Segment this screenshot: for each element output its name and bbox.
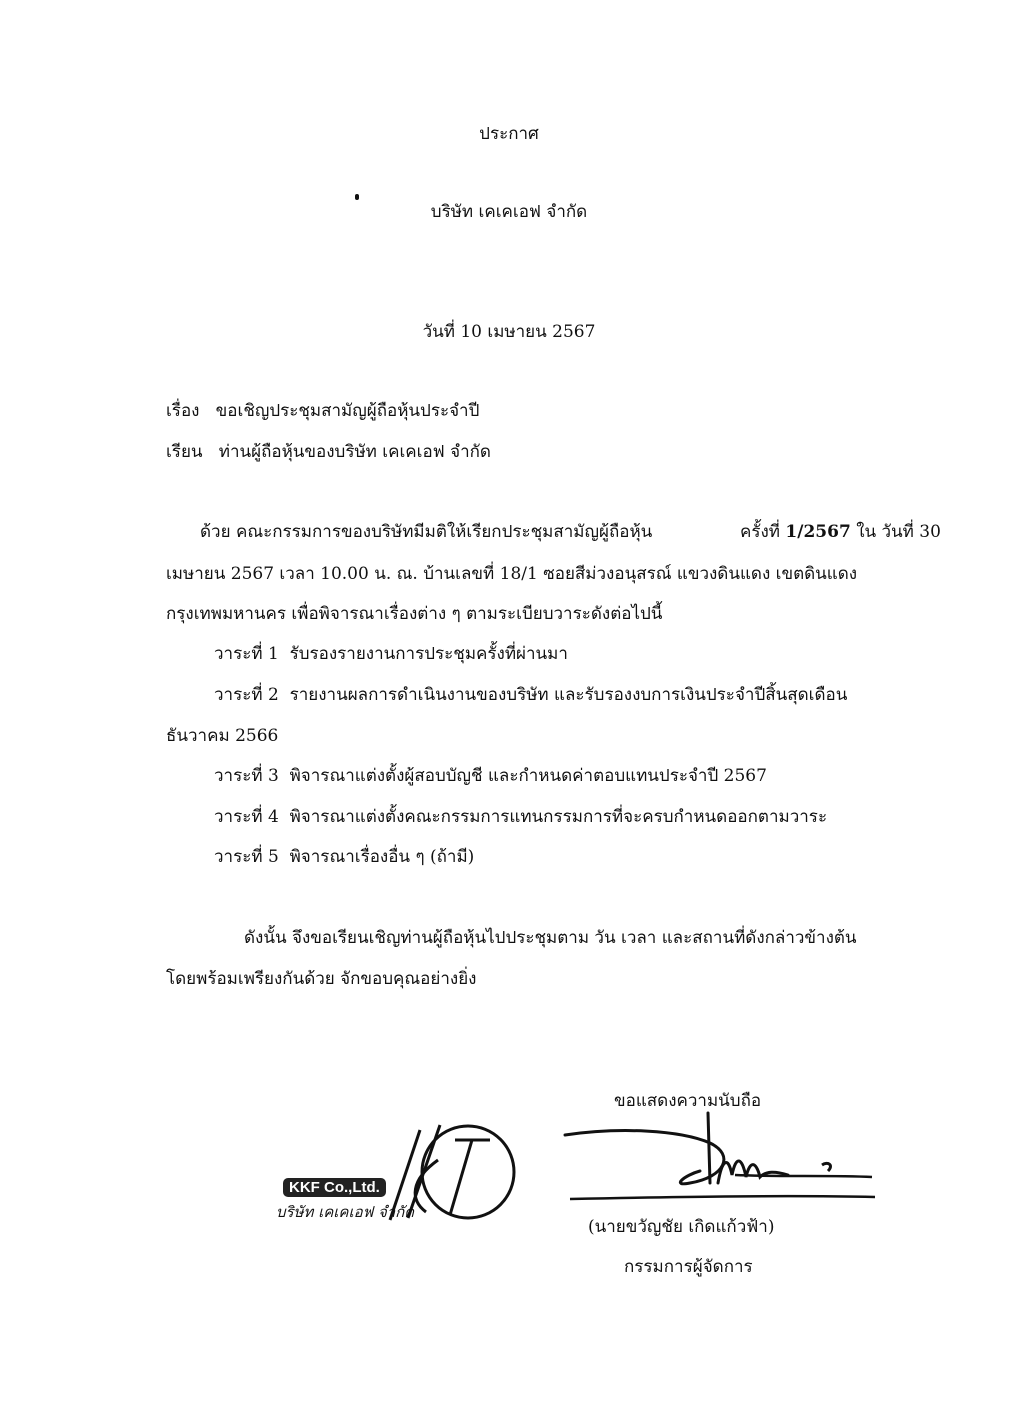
agenda-item-5 <box>214 843 474 870</box>
agenda-text: พิจารณาแต่งตั้งผู้สอบบัญชี และกำหนดค่าตอบแทนประจำปี 2567 <box>289 766 767 786</box>
announcement-title: ประกาศ <box>479 124 539 144</box>
document-date: วันที่ 10 เมษายน 2567 <box>422 322 596 342</box>
agenda-label: วาระที่ 2 <box>214 685 279 705</box>
closing-line-2: โดยพร้อมเพรียงกันด้วย จักขอบคุณอย่างยิ่ง <box>166 969 477 989</box>
agenda-label: วาระที่ 3 <box>214 766 279 786</box>
signatory-position: กรรมการผู้จัดการ <box>624 1257 753 1277</box>
regards-text: ขอแสดงความนับถือ <box>614 1091 762 1111</box>
company-name: บริษัท เคเคเอฟ จำกัด <box>430 202 588 222</box>
agenda-text: รับรองรายงานการประชุมครั้งที่ผ่านมา <box>289 644 568 664</box>
agenda-item-2-continuation: ธันวาคม 2566 <box>166 726 279 746</box>
agenda-item-1 <box>214 640 568 667</box>
recipient-label: เรียน <box>166 442 203 462</box>
intro-line-2: เมษายน 2567 เวลา 10.00 น. ณ. บ้านเลขที่ 18/1 ซอยสีม่วงอนุสรณ์ แขวงดินแดง เขตดินแดง <box>166 564 858 584</box>
agenda-label: วาระที่ 5 <box>214 847 279 867</box>
signatory-name: (นายขวัญชัย เกิดแก้วฟ้า) <box>588 1217 775 1237</box>
meeting-number-label: ครั้งที่ <box>740 522 781 542</box>
agenda-label: วาระที่ 4 <box>214 807 279 827</box>
subject-label: เรื่อง <box>166 401 200 421</box>
recipient-text: ท่านผู้ถือหุ้นของบริษัท เคเคเอฟ จำกัด <box>218 442 491 462</box>
agenda-text: พิจารณาแต่งตั้งคณะกรรมการแทนกรรมการที่จะครบกำหนดออกตามวาระ <box>289 807 828 827</box>
meeting-date-prefix: ใน วันที่ 30 <box>856 522 941 542</box>
meeting-number: 1/2567 <box>785 522 851 542</box>
agenda-item-3 <box>214 762 767 789</box>
signature-scribble <box>560 1105 880 1205</box>
subject-text: ขอเชิญประชุมสามัญผู้ถือหุ้นประจำปี <box>215 401 480 421</box>
subject-line <box>166 397 479 424</box>
agenda-label: วาระที่ 1 <box>214 644 279 664</box>
agenda-text: พิจารณาเรื่องอื่น ๆ (ถ้ามี) <box>289 847 475 867</box>
closing-line-1: ดังนั้น จึงขอเรียนเชิญท่านผู้ถือหุ้นไปประชุมตาม วัน เวลา และสถานที่ดังกล่าวข้างต้น <box>244 928 857 948</box>
intro-line-3: กรุงเทพมหานคร เพื่อพิจารณาเรื่องต่าง ๆ ตามระเบียบวาระดังต่อไปนี้ <box>166 604 663 624</box>
intro-line-1b <box>740 518 941 545</box>
agenda-text: รายงานผลการดำเนินงานของบริษัท และรับรองงบการเงินประจำปีสิ้นสุดเดือน <box>289 685 848 705</box>
stamp-logo-text: KKF Co.,Ltd. <box>283 1178 386 1197</box>
intro-line-1a: ด้วย คณะกรรมการของบริษัทมีมติให้เรียกประชุมสามัญผู้ถือหุ้น <box>200 522 653 542</box>
recipient-line <box>166 438 491 465</box>
agenda-item-4 <box>214 803 827 830</box>
agenda-item-2 <box>214 681 847 708</box>
stamp-company-text: บริษัท เคเคเอฟ จำกัด <box>276 1203 415 1221</box>
